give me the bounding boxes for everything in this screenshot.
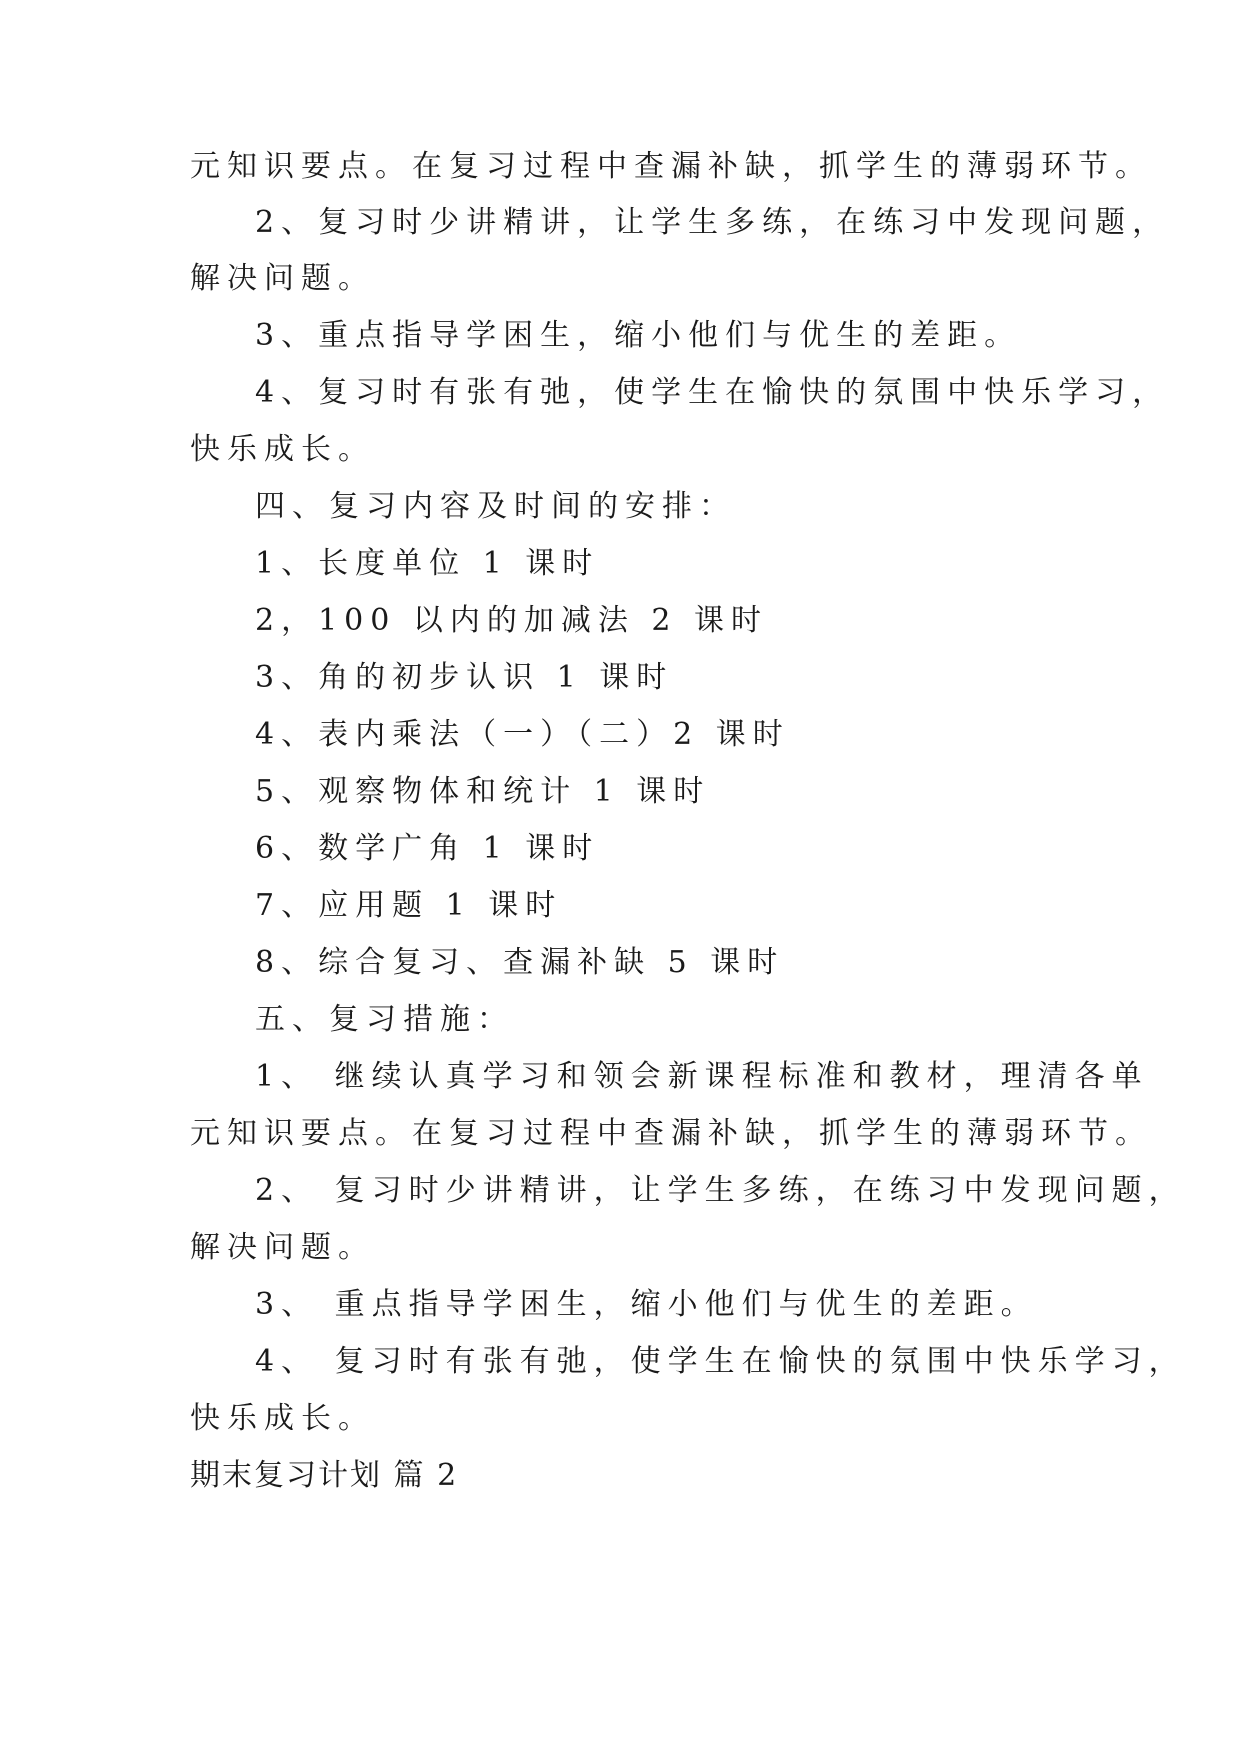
paragraph-line: 快乐成长。 (190, 432, 375, 467)
list-item: 1、长度单位 1 课时 (255, 546, 600, 581)
list-item: 2，100 以内的加减法 2 课时 (255, 603, 769, 638)
paragraph-line: 解决问题。 (190, 1230, 375, 1265)
paragraph-line: 4、 复习时有张有弛，使学生在愉快的氛围中快乐学习， (255, 1344, 1186, 1379)
list-item: 5、观察物体和统计 1 课时 (255, 774, 711, 809)
paragraph-line: 4、复习时有张有弛，使学生在愉快的氛围中快乐学习， (255, 375, 1170, 410)
list-item: 4、表内乘法（一）（二）2 课时 (255, 717, 790, 752)
paragraph-line: 元知识要点。在复习过程中查漏补缺，抓学生的薄弱环节。 (190, 149, 1152, 184)
list-item: 7、应用题 1 课时 (255, 888, 563, 923)
paragraph-line: 元知识要点。在复习过程中查漏补缺，抓学生的薄弱环节。 (190, 1116, 1152, 1151)
paragraph-line: 2、复习时少讲精讲，让学生多练，在练习中发现问题， (255, 205, 1170, 240)
list-item: 6、数学广角 1 课时 (255, 831, 600, 866)
paragraph-line: 快乐成长。 (190, 1401, 375, 1436)
paragraph-line: 1、 继续认真学习和领会新课程标准和教材，理清各单 (255, 1059, 1149, 1094)
list-item: 3、角的初步认识 1 课时 (255, 660, 674, 695)
section-heading: 四、复习内容及时间的安排： (255, 489, 736, 524)
paragraph-line: 解决问题。 (190, 261, 375, 296)
list-item: 8、综合复习、查漏补缺 5 课时 (255, 945, 785, 980)
next-section-title: 期末复习计划 篇 2 (190, 1458, 459, 1493)
paragraph-line: 3、 重点指导学困生，缩小他们与优生的差距。 (255, 1287, 1038, 1322)
section-heading: 五、复习措施： (255, 1002, 514, 1037)
paragraph-line: 2、 复习时少讲精讲，让学生多练，在练习中发现问题， (255, 1173, 1186, 1208)
paragraph-line: 3、重点指导学困生，缩小他们与优生的差距。 (255, 318, 1022, 353)
